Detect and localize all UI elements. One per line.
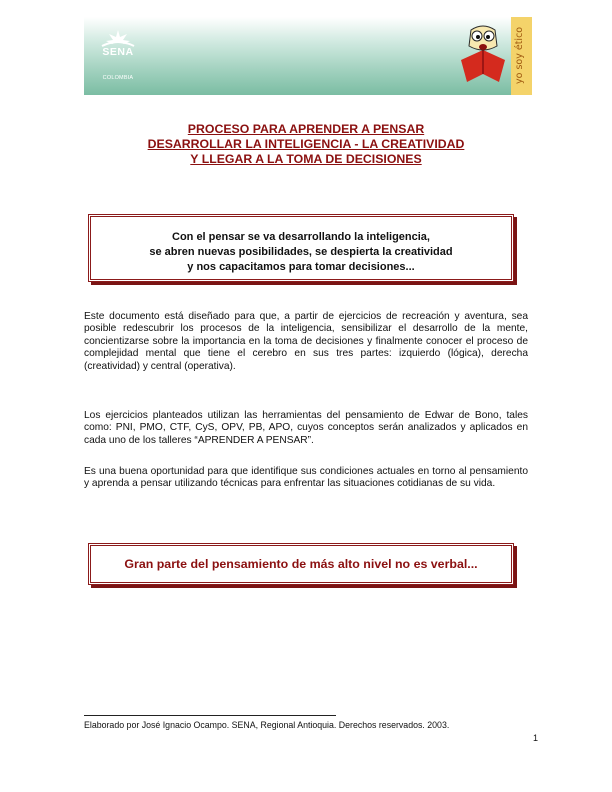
highlight-box xyxy=(88,214,514,282)
highlight-text xyxy=(91,230,511,275)
quote-text: Gran parte del pensamiento de más alto nivel no es verbal... xyxy=(124,557,478,571)
quote-box xyxy=(88,543,514,585)
page-title xyxy=(84,122,528,167)
title-line-3: Y LLEGAR A LA TOMA DE DECISIONES xyxy=(190,152,422,166)
book-mascot-icon xyxy=(455,20,511,86)
body-paragraph-1: Este documento está diseñado para que, a partir de ejercicios de recreación y aventura, sea posible redescubrir los procesos de la inteligencia, sensibilizar el desarrollo de la mente, concientizarse sobre la importancia en la toma de decisiones y finalmente conocer el proceso de complejidad mental que tiene el cerebro en sus tres partes: izquierdo (lógica), derecha (creatividad) y central (operativa). xyxy=(84,311,528,372)
footnote-rule xyxy=(84,715,336,716)
logo-subtitle: COLOMBIA xyxy=(102,75,134,81)
highlight-line-1: Con el pensar se va desarrollando la inteligencia, xyxy=(172,231,430,243)
footer-text: Elaborado por José Ignacio Ocampo. SENA, Regional Antioquia. Derechos reservados. 2003. xyxy=(84,720,450,730)
title-line-1: PROCESO PARA APRENDER A PENSAR xyxy=(187,122,425,136)
page-number: 1 xyxy=(533,733,539,743)
body-paragraph-2: Los ejercicios planteados utilizan las herramientas del pensamiento de Edwar de Bono, tales como: PNI, PMO, CTF, CyS, OPV, PB, APO, cuyos conceptos serán analizados y aplicados en cada uno de los talleres “APRENDER A PENSAR”. xyxy=(84,410,528,446)
title-line-2: DESARROLLAR LA INTELIGENCIA - LA CREATIVIDAD xyxy=(147,137,465,151)
highlight-line-3: y nos capacitamos para tomar decisiones... xyxy=(187,261,415,273)
body-paragraph-3: Es una buena oportunidad para que identifique sus condiciones actuales en torno al pensamiento y aprenda a pensar utilizando técnicas para enfrentar las situaciones cotidianas de su vida. xyxy=(84,466,528,490)
slogan-text: yo soy ético xyxy=(514,26,525,84)
logo-name: SENA xyxy=(102,46,134,58)
highlight-line-2: se abren nuevas posibilidades, se despierta la creatividad xyxy=(149,246,453,258)
